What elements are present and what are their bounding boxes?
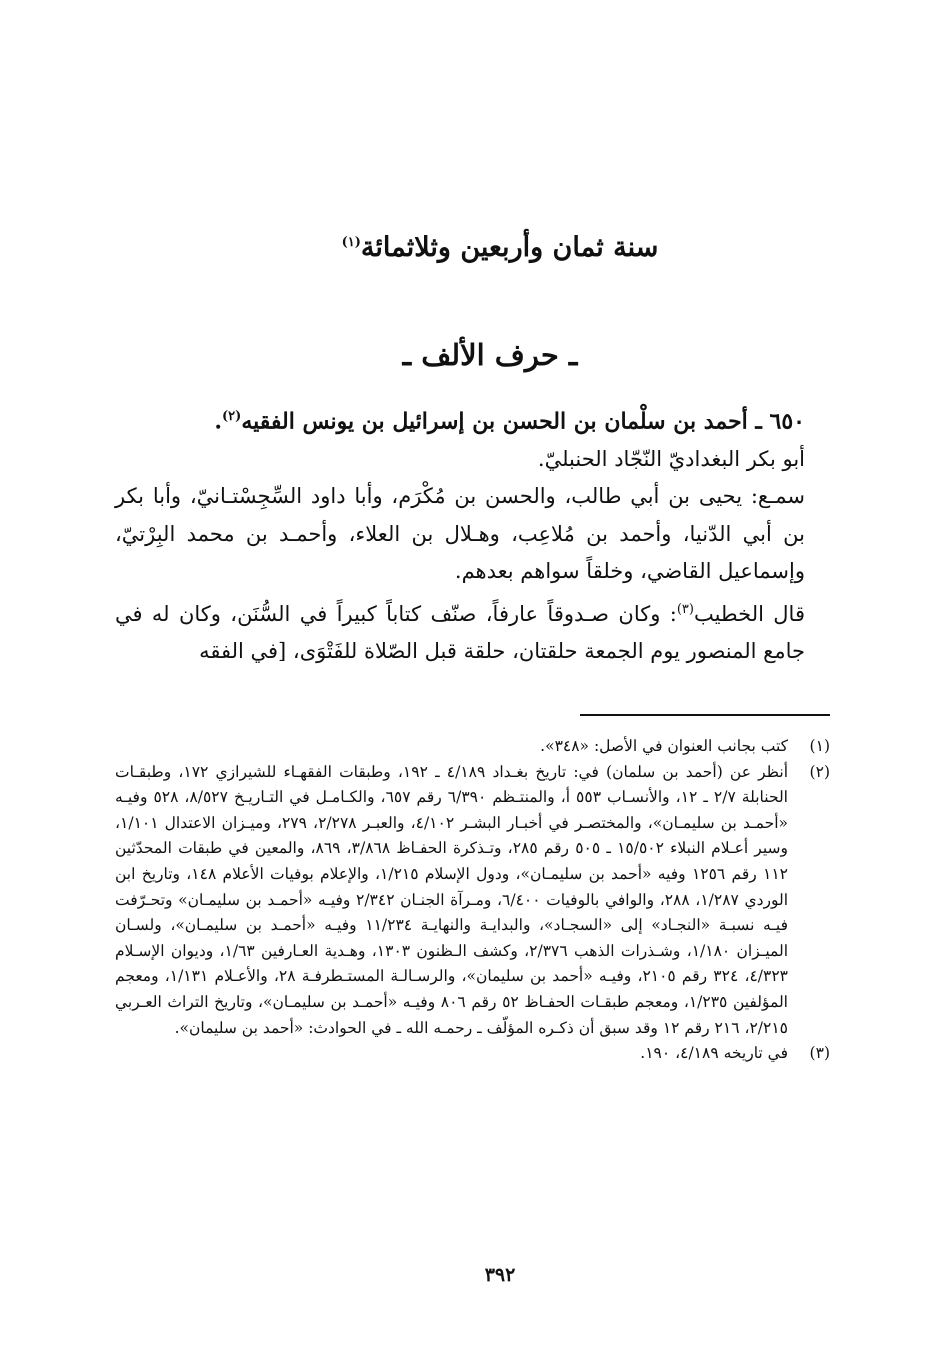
footnote-separator <box>580 714 830 716</box>
footnote-2 <box>115 760 830 1042</box>
entry-quote <box>115 591 830 671</box>
entry-heading-text: ٦٥٠ ـ أحمد بن سلْمان بن الحسن بن إسرائيل بن يونس الفقيه <box>241 408 805 435</box>
quote-intro: قال الخطيب <box>693 601 805 626</box>
footnote-text: أنظر عن (أحمد بن سلمان) في: تاريخ بغـداد ٤/١٨٩ ـ ١٩٢، وطبقات الفقهـاء للشيرازي ١٧٢، وطبقـات الحنابلة ٢/٧ ـ ١٢، والأنسـاب ٥٥٣ أ، والمنتـظم ٦/٣٩٠ رقم ٦٥٧، والكـامـل في التـاريـخ ٨/٥٢٧، ٥٢٨ وفيـه «أحمـد بن سليمـان»، والمختصـر في أخبـار البشـر ٤/١٠٢، والعبـر ٢/٢٧٨، ٢٧٩، وميـزان الاعتدال ١/١٠١، وسير أعـلام النبلاء ١٥/٥٠٢ ـ ٥٠٥ رقم ٢٨٥، وتـذكرة الحفـاظ ٣/٨٦٨، ٨٦٩، والمعين في طبقات المحدّثين ١١٢ رقم ١٢٥٦ وفيه «أحمد بن سليمـان»، ودول الإسلام ١/٢١٥، والإعلام بوفيات الأعلام ١٤٨، وتاريخ ابن الوردي ١/٢٨٧، ٢٨٨، والوافي بالوفيات ٦/٤٠٠، ومـرآة الجنـان ٢/٣٤٢ وفيـه «أحمـد بن سليمـان» وتحـرّفت فيـه نسبـة «النجـاد» إلى «السجـاد»، والبدايـة والنهايـة ١١/٢٣٤ وفيـه «أحمـد بن سليمـان»، ولسـان الميـزان ١/١٨٠، وشـذرات الذهب ٢/٣٧٦، وكشف الـظنون ١٣٠٣، وهـدية العـارفين ١/٦٣، وديوان الإسـلام ٤/٣٢٣، ٣٢٤ رقم ٢١٠٥، وفيـه «أحمد بن سليمان»، والرسـالـة المستـطرفـة ٢٨، والأعـلام ١/١٣١، ومعجم المؤلفين ١/٢٣٥، ومعجم طبقـات الحفـاظ ٥٢ رقم ٨٠٦ وفيـه «أحمـد بن سليمـان»، وتاريخ التراث العـربي ٢/٢١٥، ٢١٦ رقم ١٢ وقد سبق أن ذكـره المؤلّف ـ رحمـه الله ـ في الحوادث: «أحمد بن سليمان». <box>115 762 789 1037</box>
page-number: ٣٩٢ <box>484 1264 516 1286</box>
footnote-3 <box>115 1041 830 1067</box>
entry-teachers: سمـع: يحيى بن أبي طالب، والحسن بن مُكْرَم، وأبا داود السِّجِسْتـانيّ، وأبا بكر بن أبي الدّنيا، وأحمد بن مُلاعِب، وهـلال بن العلاء، وأحمـد بن محمد البِرْتيّ، وإسماعيل القاضي، وخلقاً سواهم بعدهم. <box>115 484 805 584</box>
footnote-text: كتب بجانب العنوان في الأصل: «٣٤٨». <box>540 737 788 755</box>
main-text <box>115 398 830 671</box>
footnotes <box>115 734 830 1067</box>
footnote-number: (٢) <box>809 762 830 781</box>
section-heading: ـ حرف الألف ـ <box>402 338 578 372</box>
year-heading-footnote-ref: (١) <box>341 235 361 250</box>
year-heading-text: سنة ثمان وأربعين وثلاثمائة <box>360 232 659 263</box>
entry-heading-footnote-ref: (٢) <box>222 409 242 424</box>
year-heading <box>0 232 940 263</box>
entry-heading-end: . <box>214 408 223 435</box>
entry-heading <box>115 398 830 441</box>
footnote-text: في تاريخه ٤/١٨٩، ١٩٠. <box>640 1044 788 1063</box>
quote-text: : وكان صـدوقاً عارفاً، صنّف كتاباً كبيراً في السُّنَن، وكان له في جامع المنصور يوم الجمعة حلقتان، حلقة قبل الصّلاة للفَتْوَى، [في الفقه <box>115 601 805 664</box>
footnote-number: (٣) <box>809 1044 830 1063</box>
entry-kunya: أبو بكر البغداديّ النّجّاد الحنبليّ. <box>537 446 805 471</box>
footnote-1 <box>115 734 830 760</box>
footnote-number: (١) <box>809 737 830 755</box>
quote-footnote-ref: (٣) <box>676 601 694 617</box>
